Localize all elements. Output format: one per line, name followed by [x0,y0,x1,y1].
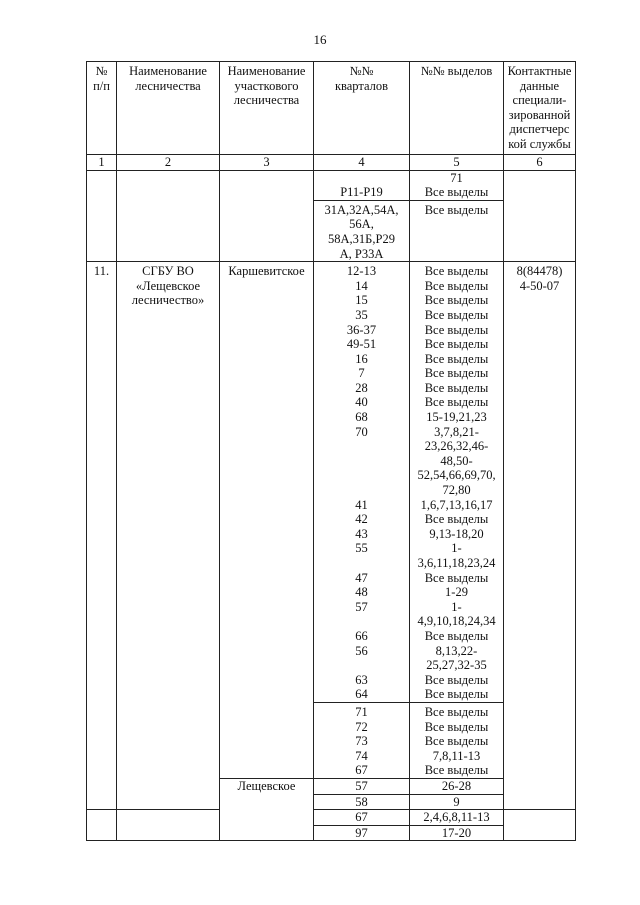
cell-line: 48,50- [440,453,473,468]
cont-sections-1: 71 Все выделы [410,170,504,200]
cell-line: 23,26,32,46- [424,439,489,454]
lesch-sections-2: 9 [410,794,504,810]
cell-line [316,658,407,673]
cell-line: 3,7,8,21- [434,424,479,439]
cell-line: 71 [355,704,368,719]
cell-line: Наименование [129,64,207,78]
cell-line: 15 [355,293,368,308]
cell-line: п/п [93,78,110,93]
cell-line: 8(84478) [516,264,563,279]
cell-line: 41 [355,497,368,512]
cell-line: 63 [355,672,368,687]
cell-line: кварталов [334,78,389,93]
cell-line: Все выделы [424,322,489,337]
cell-line: Все выделы [424,366,489,381]
cell-line: Все выделы [424,395,489,410]
cell-line: лесничество» [131,293,205,308]
page-number: 16 [313,32,327,47]
table-row [87,170,576,200]
column-number-row [87,154,576,170]
tail-sections-2: 17-20 [410,825,504,841]
cell-line [316,614,407,629]
cell-line: 35 [355,307,368,322]
cell-line: 15-19,21,23 [426,410,487,425]
cell-line: 8,13,22- [435,643,478,658]
cell-line [316,468,407,483]
header-col-contacts [504,62,576,155]
cell-line: Все выделы [424,351,489,366]
district-leschevskoe: Лещевское [220,778,314,809]
lesch-sections-1: 26-28 [410,778,504,794]
cell-line: 68 [355,410,368,425]
cell-line: лесничества [233,93,300,108]
district-karshevitskoe: Каршевитское [220,262,314,779]
lesch-quarters-1: 57 [314,778,410,794]
lesch-quarters-2: 58 [314,794,410,810]
karsh-sections-b [410,702,504,778]
col-num-2: 2 [117,154,220,170]
cell-line [316,454,407,469]
cell-line: Контактные [507,64,572,78]
cell-line: 3,6,11,18,23,24 [417,556,496,570]
tail-quarters-1: 67 [314,810,410,826]
header-col-district-forestry [220,62,314,155]
cell-line: 43 [355,526,368,541]
cell-line: №№ [349,64,374,78]
cell-line: 4-50-07 [519,278,560,293]
cell-line: 12-13 [346,264,377,279]
cell-line: 1- [451,541,462,556]
cell-line: 66 [355,628,368,643]
cell-line: 74 [355,748,368,763]
cell-line: 14 [355,278,368,293]
cell-line: А, Р33А [339,246,384,261]
cell-line: Все выделы [424,628,489,643]
cell-line: Все выделы [424,264,489,279]
karsh-quarters-b [314,702,410,778]
cell-line: данные [519,78,560,93]
cell-line: 16 [355,351,368,366]
cell-line: 49-51 [346,337,377,352]
col-num-5: 5 [410,154,504,170]
cell-line: Все выделы [424,293,489,308]
cell-line: 57 [355,599,368,614]
table-header-row [87,62,576,155]
cell-line: №№ выделов [420,64,493,78]
header-col-sections [410,62,504,155]
cell-line: Все выделы [424,570,489,585]
cell-line: Все выделы [424,337,489,352]
col-num-3: 3 [220,154,314,170]
cont-quarters-2 [314,200,410,261]
cell-line: Все выделы [424,763,489,778]
cell-line: Все выделы [424,512,489,527]
cell-line: участкового [234,78,299,93]
cell-line: 36-37 [346,322,377,337]
cell-line: зированной [508,107,571,122]
cell-line: 7 [358,366,365,381]
header-col-forestry [117,62,220,155]
cell-line: 4,9,10,18,24,34 [417,614,496,629]
header-col-number [87,62,117,155]
cell-line: 48 [355,585,368,600]
cell-line: специали- [512,93,567,108]
header-col-quarters [314,62,410,155]
cell-line: Все выделы [424,307,489,322]
cell-line: Все выделы [424,704,489,719]
col-num-6: 6 [504,154,576,170]
cell-line: СГБУ ВО [142,264,194,279]
cell-line: кой службы [508,136,571,151]
cont-sections-2: Все выделы [410,200,504,261]
cell-line: 40 [355,395,368,410]
cell-line: 25,27,32-35 [426,658,487,673]
karsh-sections-a [410,262,504,703]
cell-line: Все выделы [424,719,489,734]
tail-quarters-2: 97 [314,825,410,841]
cell-line: 56А, [349,217,374,232]
cell-line: 31А,32А,54А, [324,202,399,217]
cell-line: 72,80 [442,483,471,498]
cell-line: 1-29 [445,585,468,600]
cell-line: 56 [355,643,368,658]
table-row [87,262,576,703]
cell-line: № [95,64,108,78]
cell-line: 47 [355,570,368,585]
cell-line: диспетчерс [509,122,570,137]
karsh-quarters-a [314,262,410,703]
cell-line: 1- [451,599,462,614]
cell-line [316,556,407,571]
cell-line: 28 [355,380,368,395]
cell-line [316,439,407,454]
cell-line: Все выделы [424,734,489,749]
cell-line: 7,8,11-13 [432,748,481,763]
cell-line: Все выделы [424,278,489,293]
forestry-table-wrapper [86,61,576,841]
cell-line: Все выделы [424,687,489,702]
cell-line: 67 [355,763,368,778]
cell-line: Все выделы [424,380,489,395]
col-num-1: 1 [87,154,117,170]
cell-line: 55 [355,541,368,556]
col-num-4: 4 [314,154,410,170]
cell-line: 58А,31Б,Р29 [328,231,395,246]
cell-line: 9,13-18,20 [429,526,484,541]
forestry-table [86,61,576,841]
cell-line: 73 [355,734,368,749]
cell-line: 1,6,7,13,16,17 [420,497,493,512]
table-row [87,810,576,826]
cell-line: 64 [355,687,368,702]
dispatch-contact [504,262,576,810]
cell-line: лесничества [135,78,201,93]
tail-sections-1: 2,4,6,8,11-13 [410,810,504,826]
cell-line: 52,54,66,69,70, [417,468,496,483]
cell-line: 42 [355,512,368,527]
cont-quarters-1: Р11-Р19 [314,170,410,200]
cell-line: «Лещевское [135,278,201,293]
cell-line: Все выделы [424,672,489,687]
forestry-name [117,262,220,810]
cell-line: 70 [355,424,368,439]
cell-line: 72 [355,719,368,734]
entry-number: 11. [87,262,117,810]
cell-line: Наименование [227,64,306,78]
cell-line [316,483,407,498]
